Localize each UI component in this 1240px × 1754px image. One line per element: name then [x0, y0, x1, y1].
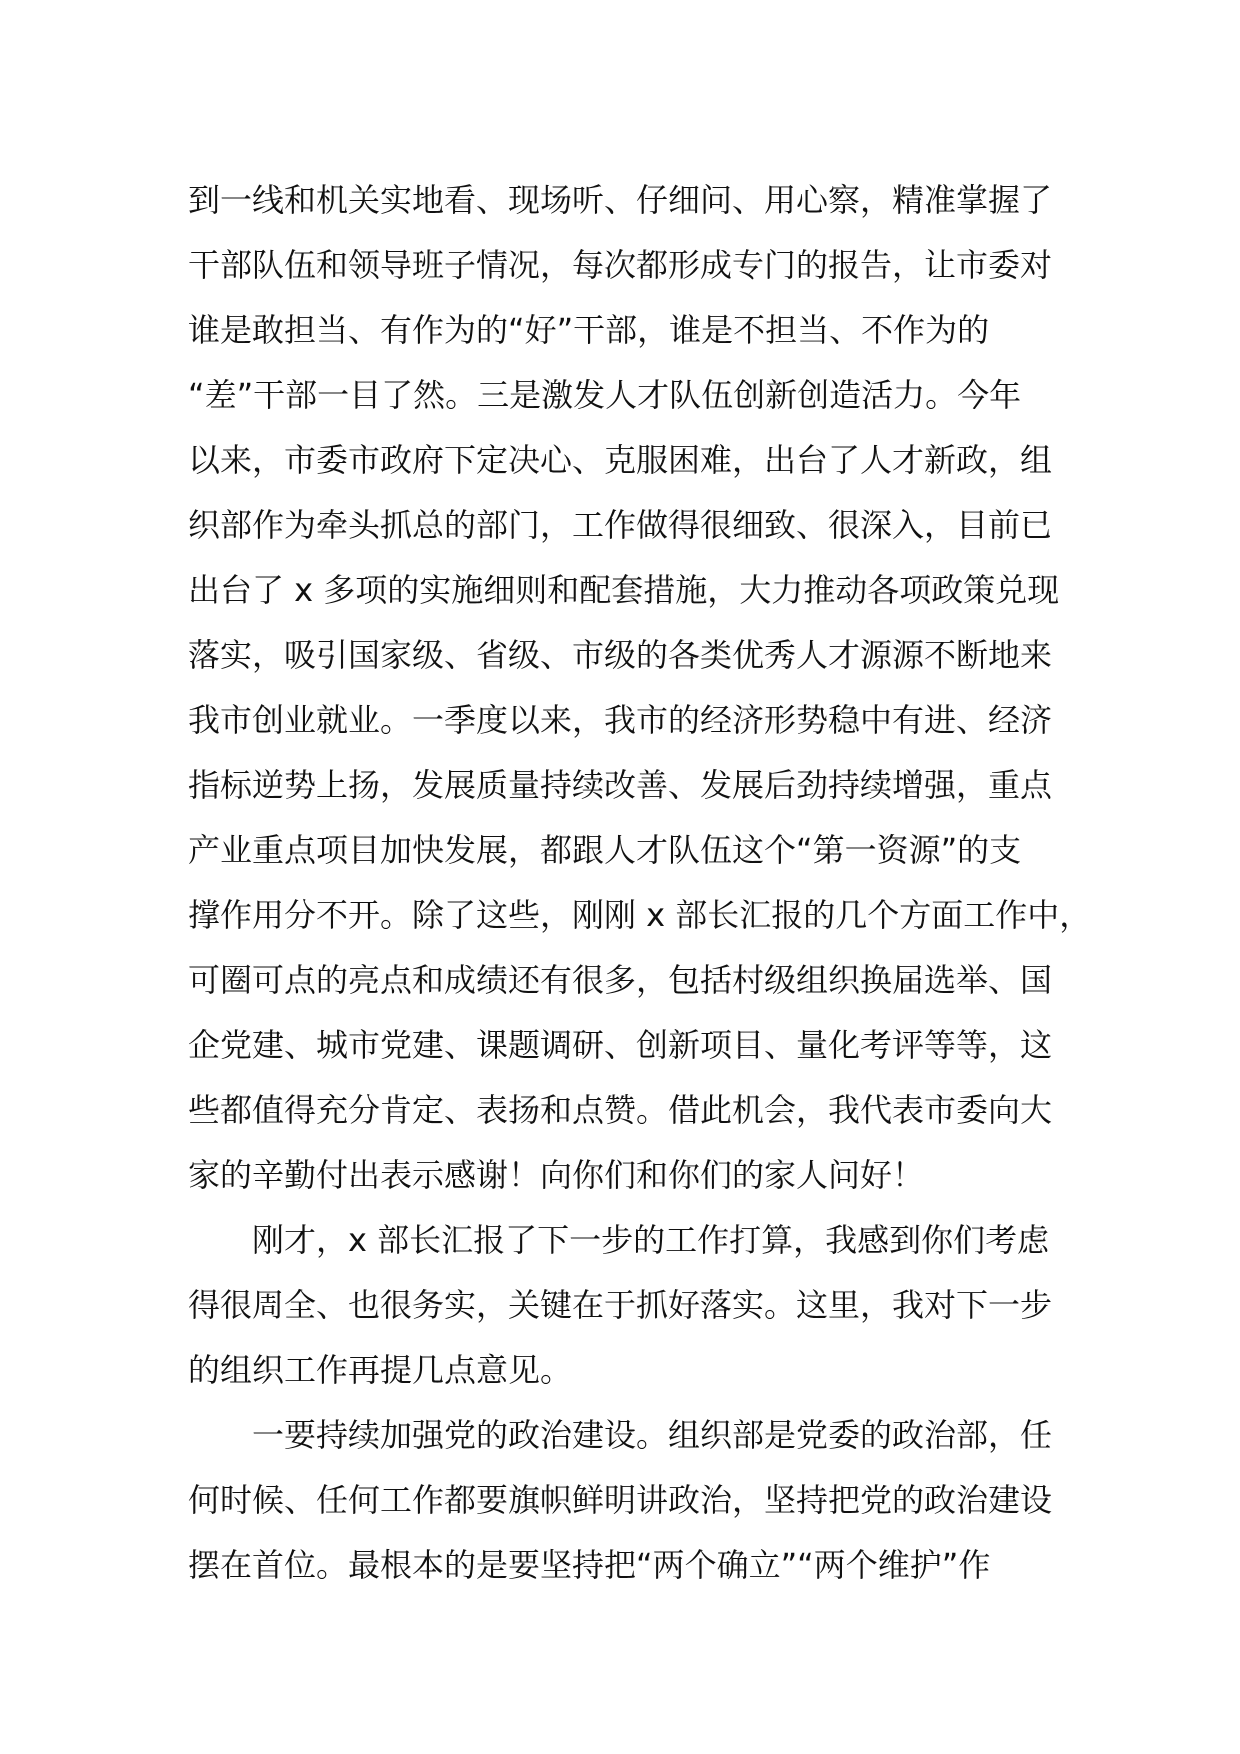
text-line: 落实，吸引国家级、省级、市级的各类优秀人才源源不断地来	[188, 636, 1053, 674]
text-line: 我市创业就业。一季度以来，我市的经济形势稳中有进、经济	[188, 701, 1053, 739]
paragraph-start-line: 一要持续加强党的政治建设。组织部是党委的政治部，任	[252, 1416, 1053, 1454]
text-line: 摆在首位。最根本的是要坚持把“两个确立”“两个维护”作	[188, 1546, 991, 1584]
text-line: 可圈可点的亮点和成绩还有很多，包括村级组织换届选举、国	[188, 961, 1053, 999]
text-line: 以来，市委市政府下定决心、克服困难，出台了人才新政，组	[188, 441, 1053, 479]
text-line: 织部作为牵头抓总的部门，工作做得很细致、很深入，目前已	[188, 506, 1053, 544]
text-line: 谁是敢担当、有作为的“好”干部，谁是不担当、不作为的	[188, 311, 990, 349]
text-line: 家的辛勤付出表示感谢！向你们和你们的家人问好！	[188, 1156, 925, 1194]
text-line: 撑作用分不开。除了这些，刚刚 x 部长汇报的几个方面工作中，	[188, 896, 1092, 934]
body-text	[188, 168, 1092, 1598]
text-line: 到一线和机关实地看、现场听、仔细问、用心察，精准掌握了	[188, 181, 1053, 219]
paragraph-start-line: 刚才，x 部长汇报了下一步的工作打算，我感到你们考虑	[252, 1221, 1050, 1259]
text-line: 指标逆势上扬，发展质量持续改善、发展后劲持续增强，重点	[188, 766, 1053, 804]
text-line: 出台了 x 多项的实施细则和配套措施，大力推动各项政策兑现	[188, 571, 1060, 609]
text-line: 干部队伍和领导班子情况，每次都形成专门的报告，让市委对	[188, 246, 1053, 284]
text-line: “差”干部一目了然。三是激发人才队伍创新创造活力。今年	[188, 376, 1022, 414]
text-line: 何时候、任何工作都要旗帜鲜明讲政治，坚持把党的政治建设	[188, 1481, 1053, 1519]
text-line: 些都值得充分肯定、表扬和点赞。借此机会，我代表市委向大	[188, 1091, 1053, 1129]
text-line: 得很周全、也很务实，关键在于抓好落实。这里，我对下一步	[188, 1286, 1053, 1324]
text-line: 产业重点项目加快发展，都跟人才队伍这个“第一资源”的支	[188, 831, 1022, 869]
text-line: 企党建、城市党建、课题调研、创新项目、量化考评等等，这	[188, 1026, 1053, 1064]
text-line: 的组织工作再提几点意见。	[188, 1351, 573, 1389]
